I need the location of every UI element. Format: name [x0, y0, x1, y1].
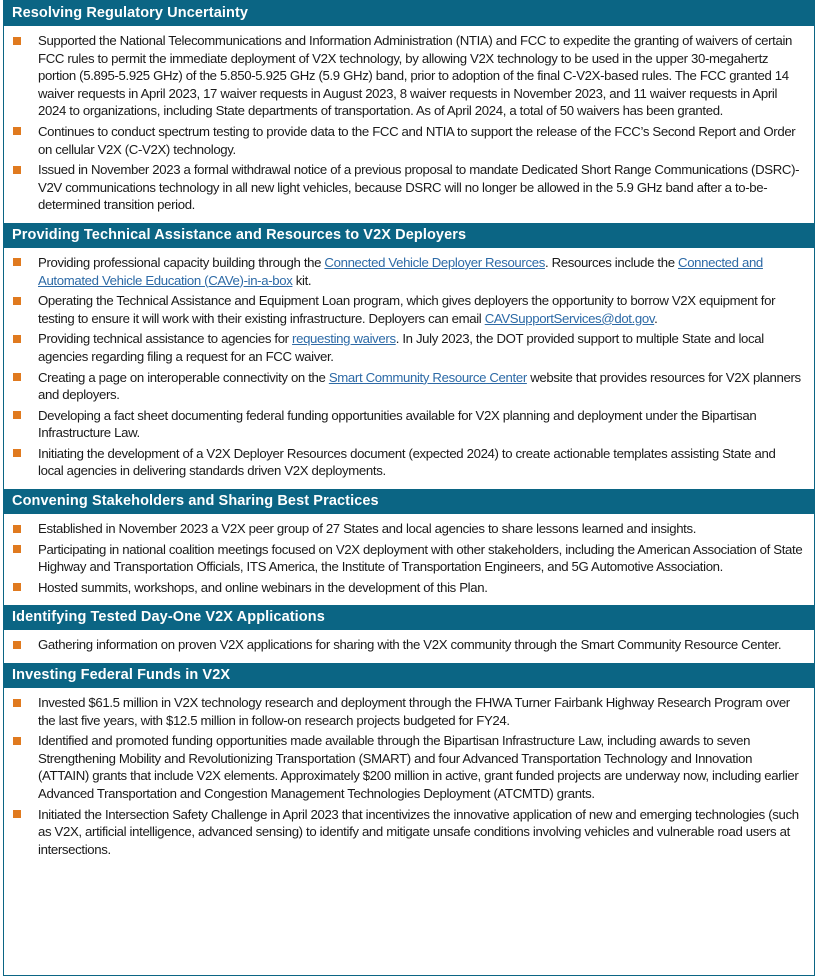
list-item-text: . Resources include the: [544, 254, 679, 270]
list-item-text: Supported the National Telecommunications and Information Administration (NTIA) and FCC to expedite the granting of waivers of certain FCC rules to permit the immediate deployment of V2X technology, by allowing V2X technology to be used in the upper 30-megahertz portion (5.895-5.925 GHz) of the 5.850-5.925 GHz (5.9 GHz) band, prior to adoption of the final C-V2X-based rules. The FCC granted 14 waiver requests in April 2023, 17 waiver requests in August 2023, 8 waiver requests in November 2023, and 11 waiver requests in April 2024 to organizations, including State departments of transportation. As of April 2024, a total of 50 waivers has been granted.: [38, 33, 793, 119]
bullet-list: [4, 26, 814, 223]
list-item-text: Creating a page on interoperable connectivity on the: [38, 369, 329, 385]
list-item: [4, 694, 814, 729]
list-item-text: Providing technical assistance to agencies for: [38, 331, 293, 347]
list-item-text: Operating the Technical Assistance and Equipment Loan program, which gives deployers the opportunity to borrow V2X equipment for testing to ensure it will work with their existing infrastructure. Deployers can email: [38, 293, 776, 326]
list-item-text: Continues to conduct spectrum testing to provide data to the FCC and NTIA to support the release of the FCC’s Second Report and Order on cellular V2X (C-V2X) technology.: [38, 123, 796, 157]
list-item: [4, 541, 814, 576]
list-item-text: Issued in November 2023 a formal withdrawal notice of a previous proposal to mandate Dedicated Short Range Communications (DSRC)-V2V communications technology in all new light vehicles, because DSRC will no longer be allowed in the 5.9 GHz band after a to-be-determined transition period.: [38, 162, 800, 213]
section-header: Convening Stakeholders and Sharing Best Practices: [4, 489, 814, 514]
section-header: Resolving Regulatory Uncertainty: [4, 1, 814, 26]
list-item: [4, 292, 814, 327]
list-item: [4, 32, 814, 120]
list-item-text: Initiated the Intersection Safety Challenge in April 2023 that incentivizes the innovative application of new and emerging technologies (such as V2X, artificial intelligence, advanced sensing) to identify and mitigate unsafe conditions involving vehicles and vulnerable road users at intersections.: [38, 806, 799, 857]
hyperlink[interactable]: CAVSupportServices@dot.gov: [484, 310, 655, 326]
list-item-text: Providing professional capacity building through the: [38, 254, 325, 270]
list-item-text: Initiating the development of a V2X Deployer Resources document (expected 2024) to create actionable templates assisting State and local agencies in delivering standards driven V2X deployments.: [38, 445, 776, 479]
section-header: Providing Technical Assistance and Resources to V2X Deployers: [4, 223, 814, 248]
list-item: [4, 123, 814, 158]
list-item: [4, 520, 814, 538]
list-item-text: Hosted summits, workshops, and online webinars in the development of this Plan.: [38, 579, 488, 595]
document-panel: [3, 0, 815, 976]
section-header: Investing Federal Funds in V2X: [4, 663, 814, 688]
list-item: [4, 636, 814, 654]
list-item-text: website that provides resources for V2X planners and deployers.: [38, 369, 801, 403]
list-item-text: kit.: [292, 272, 312, 288]
list-item-text: . In July 2023, the DOT provided support to multiple State and local agencies regarding filing a request for an FCC waiver.: [38, 331, 764, 364]
list-item: [4, 407, 814, 442]
list-item: [4, 161, 814, 214]
list-item-text: Established in November 2023 a V2X peer group of 27 States and local agencies to share lessons learned and insights.: [38, 521, 697, 537]
list-item: [4, 254, 814, 289]
list-item: [4, 732, 814, 802]
list-item: [4, 369, 814, 404]
list-item-text: Developing a fact sheet documenting federal funding opportunities available for V2X planning and deployment under the Bipartisan Infrastructure Law.: [38, 407, 757, 441]
hyperlink[interactable]: Connected and Automated Vehicle Education (CAVe)-in-a-box: [38, 254, 763, 288]
list-item: [4, 330, 814, 365]
bullet-list: [4, 514, 814, 605]
list-item-text: Identified and promoted funding opportunities made available through the Bipartisan Infrastructure Law, including awards to seven Strengthening Mobility and Revolutionizing Transportation (SMART) and four Advanced Transportation Technology and Innovation (ATTAIN) grants that include V2X elements. Approximately $200 million in active, grant funded projects are underway now, including earlier Advanced Transportation and Congestion Management Technologies Deployment (ATCMTD) grants.: [38, 733, 799, 801]
list-item-text: Invested $61.5 million in V2X technology research and deployment through the FHWA Turner Fairbank Highway Research Program over the last five years, with $12.5 million in follow-on research projects budgeted for FY24.: [38, 695, 790, 728]
list-item-text: .: [654, 310, 658, 326]
bullet-list: [4, 688, 814, 867]
list-item: [4, 445, 814, 480]
list-item-text: Participating in national coalition meetings focused on V2X deployment with other stakeholders, including the American Association of State Highway and Transportation Officials, ITS America, the Institute of Transportation Engineers, and 5G Automotive Association.: [38, 541, 803, 575]
section-header: Identifying Tested Day-One V2X Applications: [4, 605, 814, 630]
hyperlink[interactable]: requesting waivers: [292, 331, 396, 347]
list-item: [4, 579, 814, 597]
hyperlink[interactable]: Smart Community Resource Center: [328, 369, 527, 385]
list-item: [4, 806, 814, 859]
bullet-list: [4, 248, 814, 489]
bullet-list: [4, 630, 814, 663]
list-item-text: Gathering information on proven V2X applications for sharing with the V2X community through the Smart Community Resource Center.: [38, 637, 782, 653]
hyperlink[interactable]: Connected Vehicle Deployer Resources: [324, 254, 545, 270]
